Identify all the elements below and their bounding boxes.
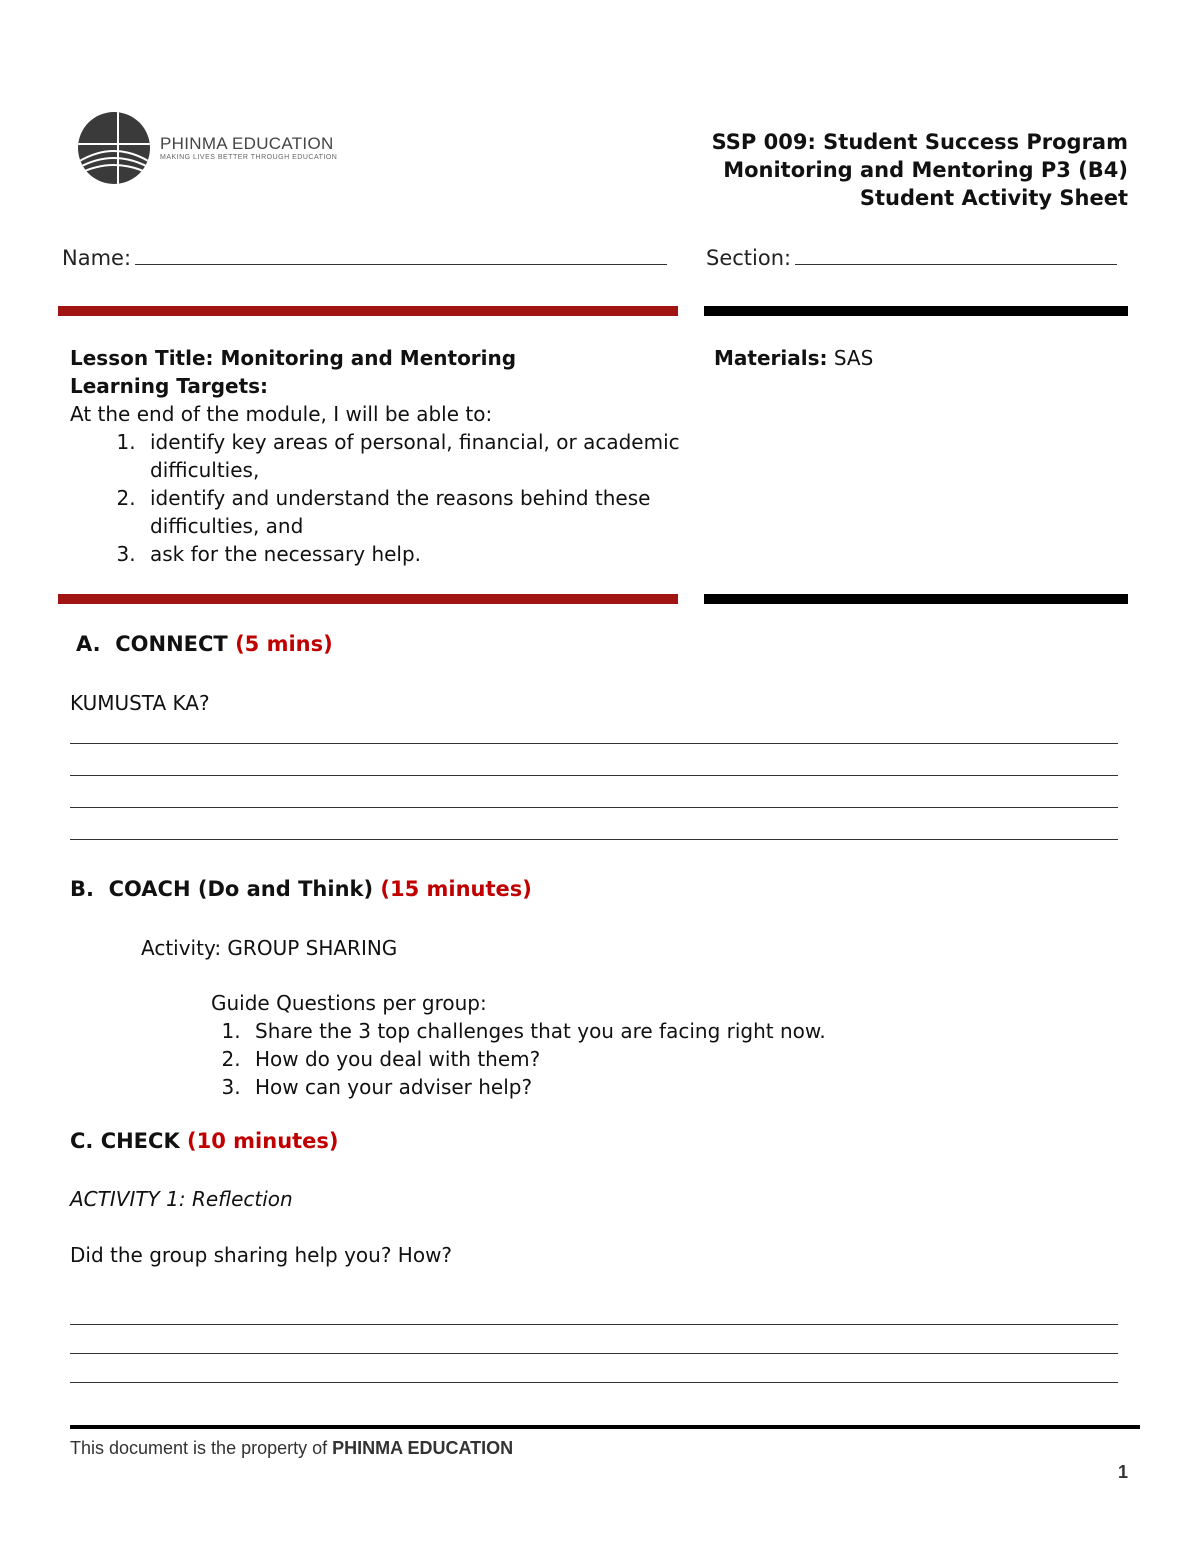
footer-property (70, 1438, 513, 1459)
guide-question-list (211, 1017, 1011, 1101)
learning-targets-intro: At the end of the module, I will be able to: (70, 402, 493, 426)
materials-line (714, 344, 873, 372)
list-item: 3. ask for the necessary help. (142, 540, 680, 568)
list-item: 1. identify key areas of personal, financial, or academic difficulties, (142, 428, 680, 484)
module-title: Monitoring and Mentoring P3 (B4) (723, 158, 1128, 182)
document-header (712, 128, 1128, 212)
section-blank[interactable] (795, 244, 1117, 265)
lesson-block (70, 344, 680, 568)
name-label: Name: (62, 246, 132, 270)
section-label: Section: (706, 246, 792, 270)
lesson-title-line (70, 344, 680, 372)
answer-line[interactable] (70, 1325, 1118, 1354)
check-time: (10 minutes) (187, 1129, 339, 1153)
divider-black-bottom (704, 594, 1128, 604)
footer-property-text: This document is the property of (70, 1438, 328, 1458)
course-title: SSP 009: Student Success Program (711, 130, 1128, 154)
divider-red-bottom (58, 594, 678, 604)
section-field[interactable] (706, 244, 1117, 270)
check-heading (70, 1129, 339, 1153)
answer-line[interactable] (70, 776, 1118, 808)
list-item: 2. identify and understand the reasons behind these difficulties, and (142, 484, 680, 540)
name-blank[interactable] (135, 244, 667, 265)
connect-heading (76, 632, 333, 656)
guide-questions (211, 989, 1011, 1101)
check-activity: ACTIVITY 1: Reflection (70, 1187, 293, 1211)
materials-label: Materials: (714, 346, 828, 370)
list-item: 3. How can your adviser help? (247, 1073, 1011, 1101)
coach-letter: B. (70, 877, 94, 901)
name-field[interactable] (62, 244, 667, 270)
logo-tagline: MAKING LIVES BETTER THROUGH EDUCATION (160, 154, 338, 161)
guide-label: Guide Questions per group: (211, 991, 487, 1015)
coach-time: (15 minutes) (380, 877, 532, 901)
learning-targets-label: Learning Targets: (70, 374, 269, 398)
coach-heading (70, 877, 532, 901)
lesson-title: Monitoring and Mentoring (220, 346, 517, 370)
check-answer-lines[interactable] (70, 1296, 1118, 1383)
connect-answer-lines[interactable] (70, 712, 1118, 840)
logo-wordmark: PHINMA EDUCATION (160, 134, 334, 153)
list-item: 1. Share the 3 top challenges that you are facing right now. (247, 1017, 1011, 1045)
answer-line[interactable] (70, 1296, 1118, 1325)
footer-owner: PHINMA EDUCATION (332, 1438, 514, 1458)
connect-time: (5 mins) (235, 632, 333, 656)
divider-black-top (704, 306, 1128, 316)
materials-value: SAS (833, 346, 874, 370)
learning-targets-list (70, 428, 680, 568)
coach-title: COACH (Do and Think) (108, 877, 374, 901)
answer-line[interactable] (70, 1354, 1118, 1383)
check-title: C. CHECK (70, 1129, 180, 1153)
doc-type: Student Activity Sheet (859, 186, 1128, 210)
answer-line[interactable] (70, 744, 1118, 776)
lesson-title-label: Lesson Title: (70, 346, 214, 370)
connect-title: CONNECT (115, 632, 228, 656)
answer-line[interactable] (70, 712, 1118, 744)
footer-rule (70, 1425, 1140, 1429)
connect-prompt: KUMUSTA KA? (70, 691, 210, 715)
divider-red-top (58, 306, 678, 316)
connect-letter: A. (76, 632, 101, 656)
check-question: Did the group sharing help you? How? (70, 1243, 453, 1267)
page-number: 1 (1117, 1462, 1128, 1482)
coach-activity: Activity: GROUP SHARING (141, 936, 398, 960)
list-item: 2. How do you deal with them? (247, 1045, 1011, 1073)
answer-line[interactable] (70, 808, 1118, 840)
